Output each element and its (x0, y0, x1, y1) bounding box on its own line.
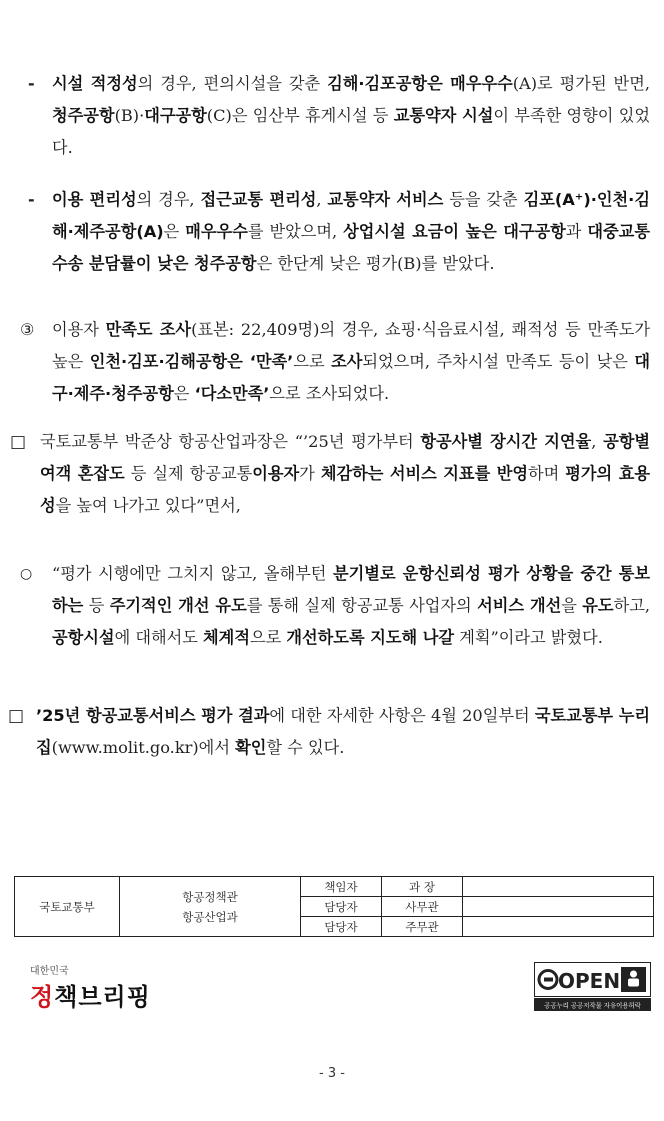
text-segment: , (316, 190, 328, 209)
text-segment: 되었으며, 주차시설 만족도 등이 낮은 (362, 352, 635, 371)
bullet-circled-3: ③ (20, 320, 35, 339)
bold-text-segment: 서비스 개선 (477, 596, 562, 615)
text-segment: 할 수 있다. (266, 738, 345, 757)
text-segment: 하고, (613, 596, 650, 615)
contact-title: 주무관 (382, 917, 463, 937)
bullet-circle: ○ (20, 566, 33, 582)
bold-text-segment: 인천·김포·김해공항은 ‘만족’ (89, 352, 294, 371)
bold-text-segment: 접근교통 편리성 (200, 190, 317, 209)
text-segment: 은 (173, 384, 195, 403)
bullet-dash-1: - (28, 74, 35, 93)
text-segment: (C)은 임산부 휴게시설 등 (206, 106, 394, 125)
bold-text-segment: 교통약자 서비스 (327, 190, 444, 209)
policy-briefing-logo (30, 962, 151, 1012)
text-segment: 등 실제 항공교통 (124, 464, 253, 483)
bold-text-segment: 김포(A⁺)·인천·김해·제주공항(A) (52, 190, 650, 241)
text-segment: 에 대한 자세한 사항은 4월 20일부터 (269, 706, 535, 725)
contact-ministry: 국토교통부 (15, 877, 120, 937)
paragraph-more-info (36, 700, 650, 764)
bold-text-segment: 대중교통 수송 분담률이 낮은 청주공항 (52, 222, 650, 273)
bold-text-segment: ’25년 항공교통서비스 평가 결과 (36, 706, 270, 725)
text-segment: 등 (83, 596, 110, 615)
text-segment: 국토교통부 박준상 항공산업과장은 “’25년 평가부터 (40, 432, 421, 451)
bold-text-segment: 분기별로 운항신뢰성 평가 상황을 중간 통보하는 (52, 564, 650, 615)
bold-text-segment: 교통약자 시설 (393, 106, 494, 125)
text-segment: 에 대해서도 (114, 628, 204, 647)
bold-text-segment: 확인 (235, 738, 267, 757)
logo-briefing-text: 정책브리핑 (30, 983, 151, 1011)
contact-role: 담당자 (301, 897, 382, 917)
bold-text-segment: 유도 (582, 596, 614, 615)
paragraph-facility-adequacy (52, 68, 650, 164)
bold-text-segment: 대구·제주·청주공항 (52, 352, 651, 403)
text-segment: 등을 갖춘 (443, 190, 524, 209)
text-segment: 은 (163, 222, 186, 241)
bullet-square-1: □ (10, 432, 27, 452)
open-badge-text: OPEN (558, 969, 621, 993)
contact-blank-cell (463, 917, 654, 937)
text-segment: 을 높여 나가고 있다”면서, (55, 496, 241, 515)
contact-blank-cell (463, 877, 654, 897)
text-segment: 를 통해 실제 항공교통 사업자의 (246, 596, 478, 615)
text-segment: 의 경우, 편의시설을 갖춘 (137, 74, 328, 93)
bold-text-segment: 공항별 여객 혼잡도 (40, 432, 650, 483)
bullet-square-2: □ (8, 706, 25, 726)
bold-text-segment: 이용 편리성 (52, 190, 137, 209)
bold-text-segment: 항공사별 장시간 지연율 (420, 432, 592, 451)
text-segment: (표본: 22,409명)의 경우, 쇼핑·식음료시설, 쾌적성 등 만족도가 높은 (52, 320, 651, 371)
text-segment: 가 (299, 464, 321, 483)
text-segment: 이용자 (52, 320, 106, 339)
logo-korea-text: 대한민국 (30, 966, 69, 977)
contact-department (120, 877, 301, 937)
text-segment: 은 한단계 낮은 평가(B)를 받았다. (256, 254, 495, 273)
contact-role: 담당자 (301, 917, 382, 937)
text-segment: 이 부족한 영향이 있었다. (52, 106, 651, 157)
text-segment: 하며 (527, 464, 566, 483)
text-segment: (B)· (114, 106, 145, 125)
bold-text-segment: 청주공항 (52, 106, 115, 125)
text-segment: 의 경우, (136, 190, 201, 209)
paragraph-quarterly-plan (52, 558, 650, 654)
contact-title: 과 장 (382, 877, 463, 897)
bold-text-segment: ‘다소만족’ (194, 384, 270, 403)
text-segment: 과 (565, 222, 588, 241)
text-segment: “평가 시행에만 그치지 않고, 올해부턴 (52, 564, 334, 583)
text-segment: 을 (561, 596, 583, 615)
bullet-dash-2: - (28, 190, 35, 209)
text-segment: 를 받았으며, (247, 222, 344, 241)
bold-text-segment: 만족도 조사 (105, 320, 192, 339)
bold-text-segment: 개선하도록 지도해 나갈 (286, 628, 455, 647)
bold-text-segment: 주기적인 개선 유도 (109, 596, 247, 615)
bold-text-segment: 체계적 (203, 628, 250, 647)
bold-text-segment: 국토교통부 누리집 (36, 706, 650, 757)
bold-text-segment: 대구공항 (144, 106, 207, 125)
text-segment: 계획”이라고 밝혔다. (454, 628, 603, 647)
attribution-person-icon (630, 971, 637, 978)
bold-text-segment: 평가의 효용성 (40, 464, 650, 515)
bold-text-segment: 김해·김포공항은 매우우수 (327, 74, 513, 93)
kogl-open-badge (534, 962, 651, 1012)
text-segment: (www.molit.go.kr)에서 (51, 738, 236, 757)
text-segment: (A)로 평가된 반면, (512, 74, 650, 93)
text-segment: , (591, 432, 604, 451)
bold-text-segment: 이용자 (252, 464, 300, 483)
paragraph-minister-quote (40, 426, 650, 522)
text-segment: 으로 (293, 352, 332, 371)
contact-division: 항공산업과 (182, 909, 238, 924)
page-number: - 3 - (319, 1066, 345, 1081)
bold-text-segment: 체감하는 서비스 지표를 반영 (320, 464, 528, 483)
bold-text-segment: 매우우수 (185, 222, 248, 241)
contact-title: 사무관 (382, 897, 463, 917)
paragraph-usage-convenience (52, 184, 650, 280)
bold-text-segment: 조사 (331, 352, 363, 371)
text-segment: 으로 조사되었다. (269, 384, 390, 403)
paragraph-satisfaction-survey (52, 314, 650, 410)
contact-blank-cell (463, 897, 654, 917)
contact-role: 책임자 (301, 877, 382, 897)
open-badge-caption: 공공누리 공공저작물 자유이용허락 (544, 1001, 641, 1010)
bold-text-segment: 시설 적정성 (52, 74, 138, 93)
bold-text-segment: 공항시설 (52, 628, 115, 647)
text-segment: 으로 (249, 628, 287, 647)
contact-table (14, 876, 654, 937)
bold-text-segment: 상업시설 요금이 높은 대구공항 (343, 222, 566, 241)
contact-bureau: 항공정책관 (182, 889, 238, 904)
